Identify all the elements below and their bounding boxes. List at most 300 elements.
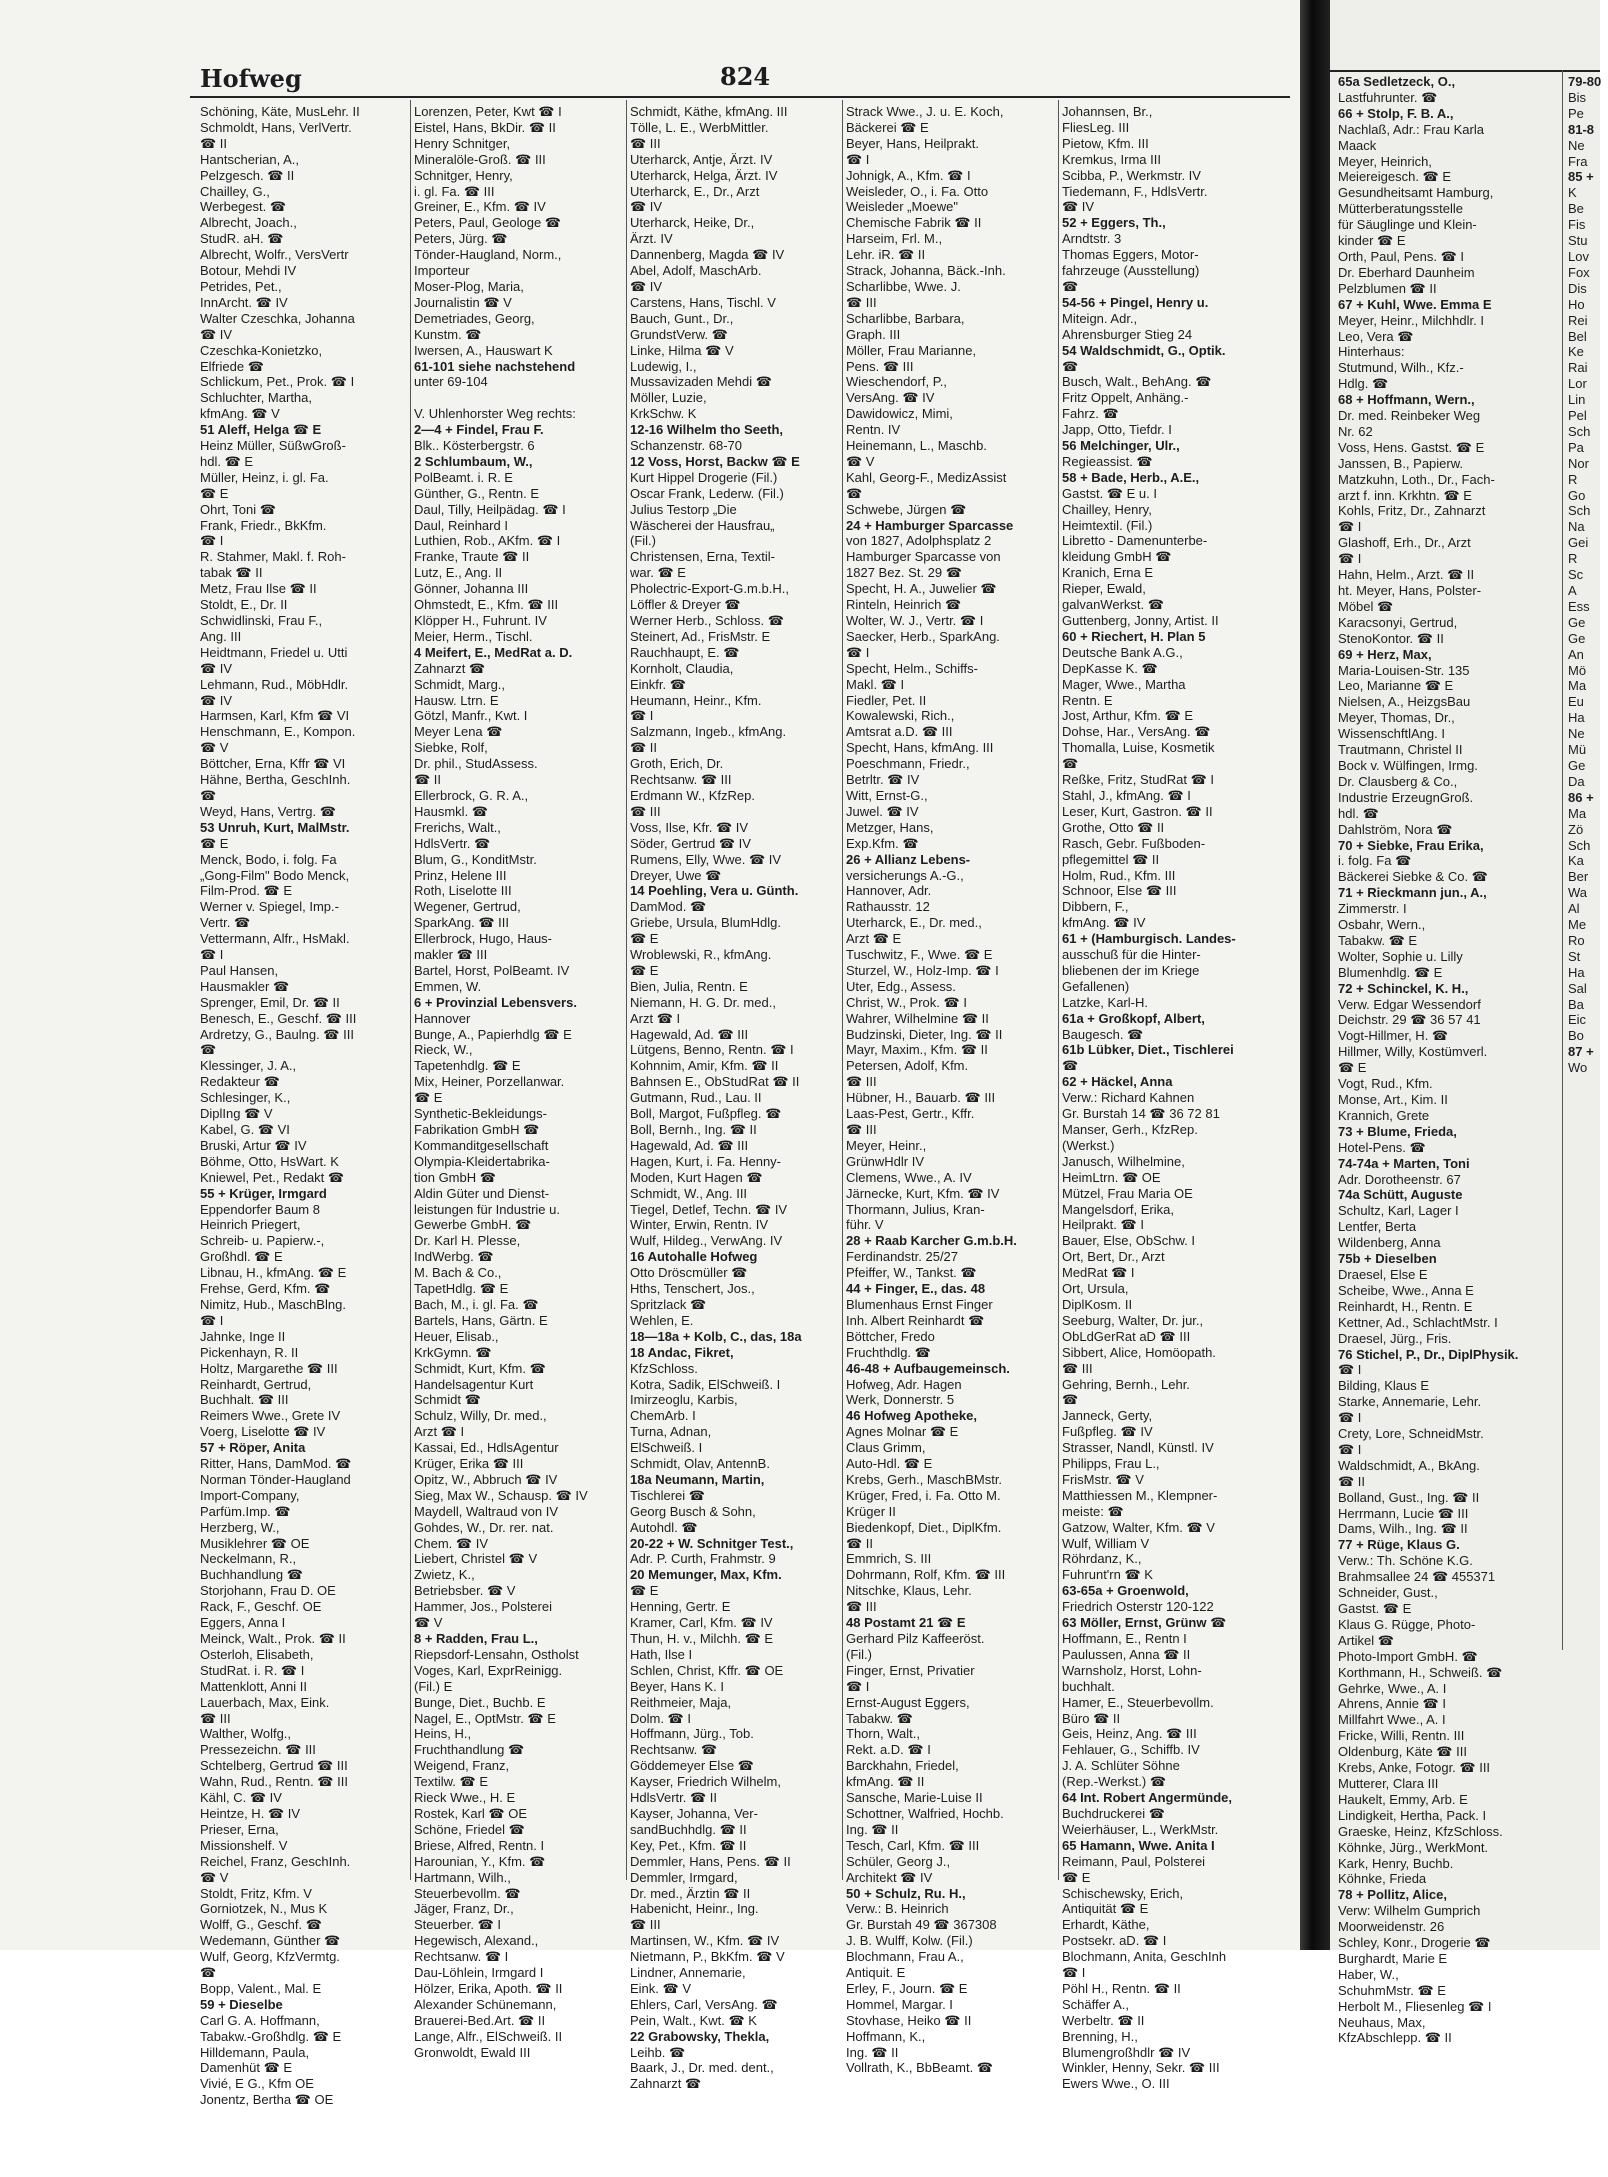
directory-entry: Brauerei-Bed.Art. ☎ II — [414, 2012, 546, 2028]
directory-entry: Brahmsallee 24 ☎ 455371 — [1338, 1569, 1496, 1585]
directory-entry: Musiklehrer ☎ OE — [200, 1535, 310, 1551]
directory-entry: Bartels, Hans, Gärtn. E — [414, 1312, 548, 1328]
directory-entry: Dr. Eberhard Daunheim — [1338, 264, 1475, 280]
directory-entry: für Säuglinge und Klein- — [1338, 217, 1477, 233]
directory-entry: Christ, W., Prok. ☎ I — [846, 994, 967, 1010]
directory-entry: war. ☎ E — [630, 565, 686, 581]
directory-entry: 52 + Eggers, Th., — [1062, 215, 1166, 231]
directory-entry: HdlsVertr. ☎ II — [630, 1790, 717, 1806]
directory-entry: Rack, F., Geschf. OE — [200, 1599, 322, 1615]
directory-entry: Turna, Adnan, — [630, 1424, 712, 1440]
directory-entry: Ohrt, Toni ☎ — [200, 501, 276, 517]
facing-page — [1330, 0, 1602, 2046]
directory-entry: Lehmann, Rud., MöbHdlr. — [200, 676, 349, 692]
directory-entry: Rechtsanw. ☎ I — [414, 1949, 509, 1965]
directory-entry: Voges, Karl, ExprReinigg. — [414, 1662, 563, 1678]
directory-entry: Strasser, Nandl, Künstl. IV — [1062, 1440, 1214, 1456]
directory-entry: Bolland, Gust., Ing. ☎ II — [1338, 1489, 1480, 1505]
directory-entry: (Rep.-Werkst.) ☎ — [1062, 1774, 1167, 1790]
directory-entry: Rinteln, Heinrich ☎ — [846, 597, 962, 613]
directory-entry: Lutz, E., Ang. II — [414, 565, 503, 581]
directory-entry: Damenhüt ☎ E — [200, 2060, 293, 2076]
directory-entry: Friedrich Osterstr 120-122 — [1062, 1599, 1214, 1615]
directory-entry: Hübner, H., Bauarb. ☎ III — [846, 1090, 996, 1106]
directory-entry: Norman Tönder-Haugland — [200, 1471, 351, 1487]
directory-entry: WissenschftlAng. I — [1338, 726, 1445, 742]
directory-entry: Alexander Schünemann, — [414, 1996, 557, 2012]
directory-entry: Ellerbrock, G. R. A., — [414, 787, 529, 803]
directory-entry: ChemArb. I — [630, 1408, 696, 1424]
directory-entry: Deichstr. 29 ☎ 36 57 41 — [1338, 1012, 1481, 1028]
directory-entry: (Fil.) E — [414, 1678, 453, 1694]
directory-entry: Ritter, Hans, DamMod. ☎ — [200, 1456, 352, 1472]
directory-entry: Pelzgesch. ☎ II — [200, 167, 295, 183]
directory-entry: Henry Schnitger, — [414, 135, 511, 151]
directory-entry: Gr. Burstah 14 ☎ 36 72 81 — [1062, 1106, 1220, 1122]
directory-entry: 63-65a + Groenwold, — [1062, 1583, 1189, 1599]
directory-entry — [414, 390, 626, 406]
directory-entry: Paul Hansen, — [200, 962, 279, 978]
directory-entry: Meyer, Thomas, Dr., — [1338, 710, 1455, 726]
directory-entry: Juwel. ☎ IV — [846, 803, 919, 819]
directory-entry: Hausmakler ☎ — [200, 978, 290, 994]
directory-entry: Maack — [1338, 137, 1377, 153]
directory-entry: Boll, Bernh., Ing. ☎ II — [630, 1122, 757, 1137]
directory-entry: Neuhaus, Max, — [1338, 2014, 1426, 2030]
directory-entry: bliebenen der im Kriege — [1062, 962, 1200, 978]
directory-entry: 2—4 + Findel, Frau F. — [414, 422, 544, 438]
directory-entry: Bunge, A., Papierhdlg ☎ E — [414, 1026, 572, 1042]
directory-entry: Lauerbach, Max, Eink. — [200, 1694, 330, 1710]
directory-entry: kleidung GmbH ☎ — [1062, 549, 1172, 565]
directory-entry: Hths, Tenschert, Jos., — [630, 1281, 755, 1297]
directory-entry: Petrides, Pet., — [200, 278, 282, 294]
directory-entry: Steinert, Ad., FrisMstr. E — [630, 628, 771, 644]
directory-entry: Sch — [1568, 837, 1591, 853]
directory-entry: ObLdGerRat aD ☎ III — [1062, 1328, 1191, 1344]
directory-entry: Schlen, Christ, Kffr. ☎ OE — [630, 1662, 784, 1678]
directory-entry: Schreib- u. Papierw.-, — [200, 1233, 325, 1249]
directory-entry: ht. Meyer, Hans, Polster- — [1338, 583, 1482, 598]
directory-entry: Verw.: Th. Schöne K.G. — [1338, 1553, 1473, 1569]
directory-entry: ☎ III — [630, 135, 661, 151]
directory-entry: Lin — [1568, 392, 1586, 408]
directory-entry: Meier, Herm., Tischl. — [414, 628, 533, 644]
directory-entry: ☎ E — [1338, 1060, 1367, 1076]
directory-entry: Scharlibbe, Wwe. J. — [846, 278, 961, 294]
directory-entry: Wäscherei der Hausfrau„ — [630, 517, 775, 533]
directory-entry: Pickenhayn, R. II — [200, 1344, 299, 1360]
directory-entry: ☎ E — [630, 1583, 659, 1599]
directory-entry: 61-101 siehe nachstehend — [414, 358, 576, 374]
directory-entry: Gefallenen) — [1062, 978, 1130, 994]
directory-entry: ☎ III — [630, 803, 661, 819]
directory-entry: Ho — [1568, 296, 1585, 312]
directory-entry: Emmen, W. — [414, 978, 482, 994]
directory-entry: Fruchthandlung ☎ — [414, 1742, 525, 1758]
directory-entry: Tuschwitz, F., Wwe. ☎ E — [846, 947, 993, 963]
directory-entry: Habenicht, Heinr., Ing. — [630, 1901, 759, 1917]
directory-entry: Starke, Annemarie, Lehr. — [1338, 1394, 1482, 1410]
directory-entry: Böttcher, Erna, Kffr ☎ VI — [200, 756, 346, 772]
directory-entry: Peters, Paul, Geologe ☎ — [414, 215, 561, 231]
directory-column-1 — [200, 104, 412, 2108]
directory-entry: Rauchhaupt, E. ☎ — [630, 644, 740, 660]
directory-entry: 22 Grabowsky, Thekla, — [630, 2028, 770, 2044]
directory-entry: Matzkuhn, Loth., Dr., Fach- — [1338, 471, 1495, 487]
directory-entry: KrkSchw. K — [630, 406, 697, 422]
directory-entry: Hagewald, Ad. ☎ III — [630, 1026, 749, 1042]
directory-entry: Georg Busch & Sohn, — [630, 1503, 756, 1519]
directory-entry: Latzke, Karl-H. — [1062, 994, 1148, 1010]
directory-entry: Steuerbevollm. ☎ — [414, 1885, 521, 1901]
directory-entry: Kornholt, Claudia, — [630, 660, 734, 676]
directory-entry: Pe — [1568, 105, 1584, 121]
directory-entry: 56 Melchinger, Ulr., — [1062, 438, 1180, 454]
directory-entry: Groth, Erich, Dr. — [630, 756, 724, 772]
directory-entry: ☎ IV — [630, 278, 663, 294]
directory-entry: Götzl, Manfr., Kwt. I — [414, 708, 528, 724]
directory-entry: Carstens, Hans, Tischl. V — [630, 294, 776, 310]
directory-entry: 71 + Rieckmann jun., A., — [1338, 885, 1487, 901]
directory-entry: Gastst. ☎ E — [1338, 1601, 1412, 1616]
directory-entry: Monse, Art., Kim. II — [1338, 1092, 1448, 1107]
directory-entry: Handelsagentur Kurt — [414, 1376, 534, 1392]
directory-entry: 26 + Allianz Lebens- — [846, 851, 971, 867]
directory-entry: Einkfr. ☎ — [630, 676, 686, 692]
facing-page-column — [1338, 74, 1593, 2046]
directory-entry: Kramer, Carl, Kfm. ☎ IV — [630, 1615, 773, 1631]
directory-entry: 58 + Bade, Herb., A.E., — [1062, 469, 1200, 485]
directory-entry: Exp.Kfm. ☎ — [846, 835, 919, 851]
directory-entry: Erhardt, Käthe, — [1062, 1917, 1150, 1933]
directory-entry: Sc — [1568, 567, 1584, 583]
directory-entry: Rumens, Elly, Wwe. ☎ IV — [630, 851, 782, 867]
directory-entry: Thormann, Julius, Kran- — [846, 1201, 985, 1217]
directory-entry: Korthmann, H., Schweiß. ☎ — [1338, 1664, 1503, 1680]
directory-entry: Siebke, Rolf, — [414, 740, 488, 756]
directory-entry: Hagen, Kurt, i. Fa. Henny- — [630, 1153, 782, 1169]
directory-entry: galvanWerkst. ☎ — [1062, 597, 1164, 613]
directory-entry: Kahl, Georg-F., MedizAssist — [846, 469, 1007, 485]
directory-entry: Linke, Hilma ☎ V — [630, 342, 734, 358]
directory-entry: Mü — [1568, 742, 1587, 758]
directory-entry: Fox — [1568, 264, 1590, 280]
directory-entry: Heumann, Heinr., Kfm. — [630, 692, 762, 708]
directory-entry: Herbolt M., Fliesenleg ☎ I — [1338, 1998, 1492, 2014]
directory-entry: Nitschke, Klaus, Lehr. — [846, 1583, 972, 1599]
directory-entry: Köhnke, Frieda — [1338, 1871, 1427, 1887]
directory-entry: Hoffmann, E., Rentn I — [1062, 1631, 1187, 1646]
directory-entry: Ke — [1568, 344, 1584, 360]
directory-entry: Böttcher, Fredo — [846, 1328, 935, 1344]
directory-column-2 — [414, 104, 626, 2060]
directory-entry: Draesel, Jürg., Fris. — [1338, 1330, 1452, 1346]
directory-entry: Hoffmann, K., — [846, 2028, 926, 2044]
directory-entry: Ort, Bert, Dr., Arzt — [1062, 1249, 1165, 1265]
directory-entry: Bahnsen E., ObStudRat ☎ II — [630, 1074, 800, 1090]
directory-entry: Weisleder, O., i. Fa. Otto — [846, 183, 989, 199]
directory-entry: Moden, Kurt Hagen ☎ — [630, 1169, 763, 1185]
directory-entry: Bopp, Valent., Mal. E — [200, 1980, 322, 1996]
directory-entry: Wedemann, Günther ☎ — [200, 1933, 341, 1949]
directory-entry: Beyer, Hans K. I — [630, 1678, 724, 1694]
directory-entry: Werner Herb., Schloss. ☎ — [630, 613, 784, 628]
directory-entry: Walther, Wolfg., — [200, 1726, 292, 1742]
directory-entry: Stahl, J., kfmAng. ☎ I — [1062, 787, 1191, 803]
directory-entry: 18—18a + Kolb, C., das, 18a — [630, 1328, 802, 1344]
directory-entry: Jonentz, Bertha ☎ OE — [200, 2092, 334, 2108]
directory-entry: ☎ V — [414, 1615, 443, 1631]
directory-entry: Salzmann, Ingeb., kfmAng. — [630, 724, 787, 740]
directory-entry: Wolff, G., Geschf. ☎ — [200, 1917, 322, 1933]
directory-entry: Mütterberatungsstelle — [1338, 201, 1464, 217]
directory-entry: Sturzel, W., Holz-Imp. ☎ I — [846, 962, 999, 978]
directory-entry: Blumengroßhdlr ☎ IV — [1062, 2044, 1191, 2060]
directory-entry: Wroblewski, R., kfmAng. — [630, 947, 772, 963]
directory-entry: Eistel, Hans, BkDir. ☎ II — [414, 119, 556, 135]
directory-entry: Werk, Donnerstr. 5 — [846, 1392, 955, 1408]
directory-entry: Lov — [1568, 248, 1589, 264]
directory-entry: 59 + Dieselbe — [200, 1996, 283, 2012]
directory-entry: leistungen für Industrie u. — [414, 1201, 560, 1217]
directory-entry: Schley, Konr., Drogerie ☎ — [1338, 1935, 1491, 1951]
directory-entry: 81-8 — [1568, 121, 1595, 137]
directory-entry: Gönner, Johanna III — [414, 581, 529, 597]
directory-entry: 64 Int. Robert Angermünde, — [1062, 1790, 1232, 1806]
directory-entry: Trautmann, Christel II — [1338, 742, 1463, 758]
directory-entry: Specht, H. A., Juwelier ☎ — [846, 581, 997, 597]
directory-entry: Ferdinandstr. 25/27 — [846, 1249, 959, 1265]
directory-entry: Paulussen, Anna ☎ II — [1062, 1646, 1191, 1662]
directory-entry: J. A. Schlüter Söhne — [1062, 1758, 1180, 1774]
directory-entry: Bo — [1568, 1028, 1584, 1044]
directory-entry: Strack, Johanna, Bäck.-Inh. — [846, 263, 1006, 279]
directory-entry: Krüger, Fred, i. Fa. Otto M. — [846, 1487, 1001, 1503]
directory-entry: Menck, Bodo, i. folg. Fa — [200, 851, 337, 867]
directory-entry: Schottner, Walfried, Hochb. — [846, 1805, 1004, 1821]
directory-entry: Rechtsanw. ☎ — [630, 1742, 718, 1758]
directory-entry: Kowalewski, Rich., — [846, 708, 955, 724]
directory-entry: Harseim, Frl. M., — [846, 231, 943, 247]
directory-entry: 53 Unruh, Kurt, MalMstr. — [200, 819, 350, 835]
directory-entry: kfmAng. ☎ V — [200, 406, 280, 422]
directory-entry: Nr. 62 — [1338, 423, 1373, 439]
directory-entry: Greiner, E., Kfm. ☎ IV — [414, 199, 546, 215]
directory-entry: Postsekr. aD. ☎ I — [1062, 1933, 1167, 1949]
directory-entry: Mö — [1568, 662, 1587, 678]
directory-entry: Schluchter, Martha, — [200, 390, 312, 406]
directory-entry: versicherungs A.-G., — [846, 867, 964, 883]
directory-entry: Kranich, Erna E — [1062, 565, 1154, 581]
directory-entry: ☎ IV — [1062, 199, 1095, 215]
directory-entry: GrünwHdlr IV — [846, 1153, 925, 1169]
directory-entry: Wegener, Gertrud, — [414, 899, 521, 915]
directory-entry: Nimitz, Hub., MaschBlng. — [200, 1296, 346, 1312]
directory-entry: ☎ E — [200, 485, 229, 501]
directory-entry: 24 + Hamburger Sparcasse — [846, 517, 1014, 533]
directory-entry: A — [1568, 583, 1577, 598]
directory-entry: Bien, Julia, Rentn. E — [630, 978, 748, 994]
directory-entry: Jost, Arthur, Kfm. ☎ E — [1062, 708, 1194, 724]
directory-entry: Mützel, Frau Maria OE — [1062, 1185, 1193, 1201]
directory-entry: Peters, Jürg. ☎ — [414, 231, 508, 247]
directory-entry: Textilw. ☎ E — [414, 1774, 488, 1790]
directory-entry: Gronwoldt, Ewald III — [414, 2044, 531, 2060]
directory-entry: Wulf, Hildeg., VerwAng. IV — [630, 1233, 783, 1249]
directory-entry: Tabakw.-Großhdlg. ☎ E — [200, 2028, 342, 2044]
directory-entry: Haber, W., — [1338, 1966, 1399, 1982]
directory-entry: Tölle, L. E., WerbMittler. — [630, 119, 769, 135]
facing-page-edge-column — [1568, 74, 1608, 1076]
directory-entry: DepKasse K. ☎ — [1062, 660, 1158, 676]
column-divider — [1058, 100, 1059, 1880]
directory-entry: Thun, H. v., Milchh. ☎ E — [630, 1631, 774, 1646]
directory-entry: Pressezeichn. ☎ III — [200, 1742, 316, 1758]
directory-entry: Lange, Alfr., ElSchweiß. II — [414, 2028, 563, 2044]
directory-entry: Be — [1568, 201, 1584, 217]
directory-entry: Wulf, William V — [1062, 1535, 1150, 1551]
directory-entry: Amtsrat a.D. ☎ III — [846, 724, 953, 740]
directory-entry: 74-74a + Marten, Toni — [1338, 1155, 1470, 1171]
directory-entry: Schmidt, Kurt, Kfm. ☎ — [414, 1360, 546, 1376]
directory-entry: 18 Andac, Fikret, — [630, 1344, 734, 1360]
directory-entry: Fra — [1568, 153, 1588, 169]
directory-entry: R — [1568, 551, 1578, 567]
directory-entry: (Fil.) — [630, 533, 656, 549]
directory-entry: Hinterhaus: — [1338, 344, 1405, 360]
directory-entry: Tiedemann, F., HdlsVertr. — [1062, 183, 1208, 199]
directory-entry: 70 + Siebke, Frau Erika, — [1338, 837, 1484, 853]
directory-entry: Arzt ☎ E — [846, 931, 902, 947]
directory-entry: Reinhardt, Gertrud, — [200, 1376, 312, 1392]
directory-entry: 54-56 + Pingel, Henry u. — [1062, 294, 1209, 310]
directory-entry: Scibba, P., Werkmstr. IV — [1062, 167, 1201, 183]
directory-entry: Scharlibbe, Barbara, — [846, 310, 965, 326]
directory-entry: Ber — [1568, 869, 1589, 885]
directory-entry: Makl. ☎ I — [846, 676, 905, 692]
directory-entry: Wolter, Sophie u. Lilly — [1338, 948, 1463, 964]
directory-entry: Reimann, Paul, Polsterei — [1062, 1853, 1206, 1869]
directory-entry: Gewerbe GmbH. ☎ — [414, 1217, 532, 1233]
directory-entry: Vertr. ☎ — [200, 915, 251, 931]
directory-entry: Baugesch. ☎ — [1062, 1026, 1144, 1042]
directory-entry: Miteign. Adr., — [1062, 310, 1138, 326]
directory-entry: Werner v. Spiegel, Imp.- — [200, 899, 339, 915]
directory-entry: KfzAbschlepp. ☎ II — [1338, 2030, 1452, 2046]
directory-entry: Lor — [1568, 376, 1587, 392]
directory-entry: Uterharck, Heike, Dr., — [630, 215, 755, 231]
directory-entry: Laas-Pest, Gertr., Kffr. — [846, 1106, 975, 1122]
directory-entry: ☎ E — [414, 1090, 443, 1106]
directory-entry: Elfriede ☎ — [200, 358, 264, 374]
directory-entry: 46-48 + Aufbaugemeinsch. — [846, 1360, 1010, 1376]
directory-entry: Vogt, Rud., Kfm. — [1338, 1076, 1433, 1092]
directory-entry: Ing. ☎ II — [846, 1821, 899, 1837]
directory-entry: Leo, Marianne ☎ E — [1338, 678, 1454, 694]
directory-entry: Beyer, Hans, Heilprakt. — [846, 135, 979, 151]
directory-entry: ElSchweiß. I — [630, 1440, 703, 1456]
directory-entry: Dams, Wilh., Ing. ☎ II — [1338, 1521, 1468, 1537]
directory-entry: Graph. III — [846, 326, 901, 342]
directory-entry: Ma — [1568, 678, 1587, 694]
directory-entry: Clemens, Wwe., A. IV — [846, 1169, 972, 1185]
directory-entry: Geis, Heinz, Ang. ☎ III — [1062, 1726, 1197, 1742]
directory-entry: Demmler, Hans, Pens. ☎ II — [630, 1853, 791, 1869]
directory-entry: Dawidowicz, Mimi, — [846, 406, 953, 422]
directory-entry: Hahn, Helm., Arzt. ☎ II — [1338, 567, 1475, 583]
directory-entry: Klaus G. Rügge, Photo- — [1338, 1616, 1476, 1632]
directory-entry: ausschuß für die Hinter- — [1062, 947, 1201, 963]
directory-entry: Pöhl H., Rentn. ☎ II — [1062, 1980, 1181, 1996]
directory-entry: Emmrich, S. III — [846, 1551, 932, 1567]
directory-entry: 79-80 — [1568, 74, 1602, 89]
directory-entry: Pfeiffer, W., Tankst. ☎ — [846, 1265, 977, 1281]
directory-entry: fahrzeuge (Ausstellung) — [1062, 263, 1200, 279]
directory-entry: DiplIng ☎ V — [200, 1106, 273, 1122]
directory-entry: Luthien, Rob., AKfm. ☎ I — [414, 533, 561, 549]
directory-entry: Petersen, Adolf, Kfm. — [846, 1058, 969, 1074]
directory-entry: Weierhäuser, L., WerkMstr. — [1062, 1821, 1219, 1837]
directory-entry: Schtelberg, Gertrud ☎ III — [200, 1758, 348, 1774]
directory-entry: Dahlström, Nora ☎ — [1338, 821, 1453, 837]
directory-entry: Verw: Wilhelm Gumprich — [1338, 1903, 1481, 1919]
directory-entry: Fis — [1568, 217, 1586, 233]
directory-entry: Boll, Margot, Fußpfleg. ☎ — [630, 1106, 782, 1122]
directory-entry: Demetriades, Georg, — [414, 310, 535, 326]
directory-entry: Hähne, Bertha, GeschInh. — [200, 772, 351, 788]
directory-entry: Nielsen, A., HeizgsBau — [1338, 694, 1471, 710]
directory-entry: Söder, Gertrud ☎ IV — [630, 835, 751, 851]
directory-entry: ☎ I — [846, 151, 870, 167]
directory-entry: Auto-Hdl. ☎ E — [846, 1456, 933, 1472]
directory-entry: ☎ E — [630, 962, 659, 978]
directory-entry: Hausw. Ltrn. E — [414, 692, 499, 708]
directory-entry: Prinz, Helene III — [414, 867, 507, 883]
directory-entry: Tapetenhdlg. ☎ E — [414, 1058, 521, 1074]
directory-entry: Gatzow, Walter, Kfm. ☎ V — [1062, 1519, 1215, 1535]
directory-entry: Ehlers, Carl, VersAng. ☎ — [630, 1996, 778, 2012]
directory-entry: Griebe, Ursula, BlumHdlg. — [630, 915, 781, 931]
directory-entry: ☎ III — [846, 294, 877, 310]
directory-entry: Journalistin ☎ V — [414, 294, 512, 310]
directory-entry: Heilprakt. ☎ I — [1062, 1217, 1144, 1233]
directory-entry: Hamburger Sparcasse von — [846, 549, 1001, 565]
directory-entry: Grothe, Otto ☎ II — [1062, 819, 1165, 835]
directory-entry: Missionshelf. V — [200, 1837, 288, 1853]
directory-entry: 67 + Kuhl, Wwe. Emma E — [1338, 296, 1492, 312]
directory-entry: Nietmann, P., BkKfm. ☎ V — [630, 1949, 785, 1965]
directory-entry: 74a Schütt, Auguste — [1338, 1187, 1463, 1203]
directory-entry: Redakteur ☎ — [200, 1074, 280, 1090]
directory-entry: Krüger, Erika ☎ III — [414, 1456, 524, 1472]
directory-entry: Tabakw. ☎ E — [1338, 932, 1418, 948]
directory-entry: Kohls, Fritz, Dr., Zahnarzt — [1338, 503, 1486, 519]
directory-entry: J. B. Wulff, Kolw. (Fil.) — [846, 1933, 973, 1949]
directory-entry: Sieg, Max W., Schausp. ☎ IV — [414, 1487, 588, 1503]
directory-entry: Bach, M., i. gl. Fa. ☎ — [414, 1296, 539, 1312]
directory-entry: Bunge, Diet., Buchb. E — [414, 1694, 546, 1710]
directory-entry: Mineralöle-Groß. ☎ III — [414, 151, 546, 167]
directory-entry: Harmsen, Karl, Kfm ☎ VI — [200, 708, 350, 724]
directory-entry: Arzt ☎ I — [630, 1010, 681, 1026]
directory-entry: Zahnarzt ☎ — [630, 2076, 702, 2092]
directory-entry: Tiegel, Detlef, Techn. ☎ IV — [630, 1201, 788, 1217]
directory-entry: Ahrensburger Stieg 24 — [1062, 326, 1193, 342]
directory-entry: Antiquität ☎ E — [1062, 1901, 1149, 1917]
directory-entry: Seeburg, Walter, Dr. jur., — [1062, 1312, 1204, 1328]
directory-entry: Köhnke, Jürg., WerkMont. — [1338, 1839, 1489, 1855]
